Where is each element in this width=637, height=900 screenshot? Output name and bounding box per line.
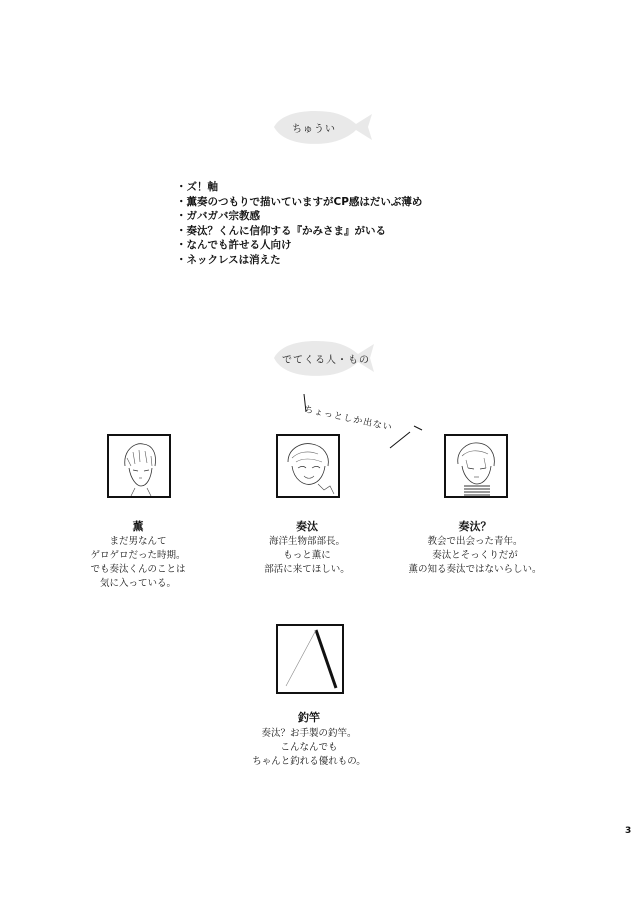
description-line: 海洋生物部部長。 bbox=[268, 536, 345, 547]
description-line: 薫の知る奏汰ではないらしい。 bbox=[408, 564, 542, 575]
characters-heading bbox=[268, 336, 380, 380]
character-description bbox=[229, 727, 389, 769]
note-item: ・奏汰？くんに信仰する『かみさま』がいる bbox=[176, 224, 386, 237]
description-line: でも奏汰くんのことは bbox=[90, 564, 186, 575]
note-item: ・ズ！軸 bbox=[176, 181, 218, 193]
character-sketch-icon bbox=[109, 436, 169, 496]
portrait-fishing-rod bbox=[276, 624, 344, 694]
character-name: 奏汰？ bbox=[458, 520, 492, 533]
character-sketch-icon bbox=[278, 436, 338, 496]
description-line: まだ男なんて bbox=[109, 536, 167, 547]
character-description bbox=[395, 535, 555, 577]
description-line: 奏汰？お手製の釣竿。 bbox=[261, 728, 357, 739]
caution-notes bbox=[176, 180, 422, 268]
portrait-kanata-question bbox=[444, 434, 508, 498]
character-description bbox=[227, 535, 387, 577]
description-line: ゲロゲロだった時期。 bbox=[90, 550, 186, 561]
caution-heading bbox=[268, 106, 378, 148]
character-description bbox=[58, 535, 218, 591]
handwritten-note: ちょっとしか出ない bbox=[303, 404, 394, 434]
portrait-kanata bbox=[276, 434, 340, 498]
note-item: ・なんでも許せる人向け bbox=[176, 239, 292, 252]
character-name: 釣竿 bbox=[298, 711, 320, 724]
description-line: ちゃんと釣れる優れもの。 bbox=[252, 756, 366, 767]
note-item: ・ネックレスは消えた bbox=[176, 253, 281, 266]
note-item: ・ガバガバ宗教感 bbox=[176, 210, 260, 223]
description-line: こんなんでも bbox=[280, 742, 338, 753]
fishing-rod-icon bbox=[278, 626, 342, 692]
character-name: 薫 bbox=[132, 520, 144, 533]
page-number: 3 bbox=[625, 826, 632, 836]
characters-title: でてくる人・もの bbox=[282, 355, 370, 366]
description-line: もっと薫に bbox=[283, 550, 331, 561]
description-line: 気に入っている。 bbox=[99, 578, 176, 589]
description-line: 部活に来てほしい。 bbox=[264, 564, 350, 575]
portrait-kaoru bbox=[107, 434, 171, 498]
description-line: 教会で出会った青年。 bbox=[427, 536, 523, 547]
note-item: ・薫奏のつもりで描いていますがCP感はだいぶ薄め bbox=[176, 195, 423, 208]
description-line: 奏汰とそっくりだが bbox=[432, 550, 518, 561]
character-sketch-icon bbox=[446, 436, 506, 496]
caution-title: ちゅうい bbox=[292, 124, 336, 135]
character-name: 奏汰 bbox=[296, 520, 318, 533]
